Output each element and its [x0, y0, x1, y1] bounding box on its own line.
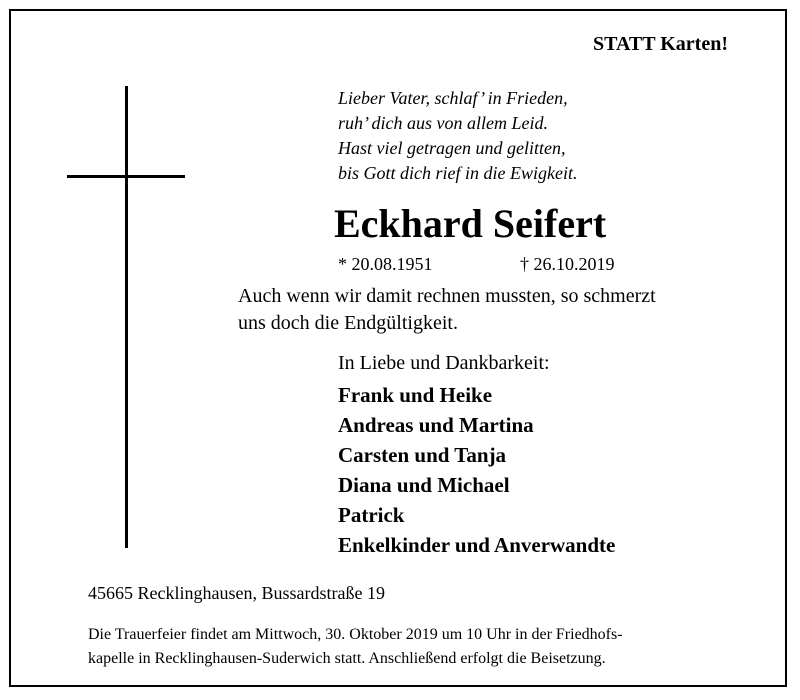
address: 45665 Recklinghausen, Bussardstraße 19 — [88, 583, 385, 603]
poem-line: Lieber Vater, schlaf’ in Frieden, — [338, 88, 568, 108]
intro-line: uns doch die Endgültigkeit. — [238, 312, 458, 334]
mourner-name: Carsten und Tanja — [338, 443, 507, 467]
poem-line: Hast viel getragen und gelitten, — [338, 138, 566, 158]
mourner-name: Enkelkinder und Anverwandte — [338, 533, 616, 557]
funeral-note-line: kapelle in Recklinghausen-Suderwich statt. Anschließend erfolgt die Beisetzung. — [88, 650, 606, 667]
deceased-name: Eckhard Seifert — [334, 201, 607, 246]
cross-vertical-bar — [125, 86, 128, 548]
mourner-name: Frank und Heike — [338, 383, 493, 407]
poem-line: ruh’ dich aus von allem Leid. — [338, 113, 548, 133]
poem-line: bis Gott dich rief in die Ewigkeit. — [338, 163, 578, 183]
mourners-list — [338, 380, 615, 560]
cross-horizontal-bar — [67, 175, 185, 178]
poem — [338, 86, 577, 186]
funeral-note-line: Die Trauerfeier findet am Mittwoch, 30. Oktober 2019 um 10 Uhr in der Friedhofs- — [88, 626, 623, 643]
intro-text — [238, 283, 656, 337]
birth-date: * 20.08.1951 — [338, 254, 433, 274]
funeral-note — [88, 623, 623, 671]
statt-karten-heading: STATT Karten! — [592, 33, 728, 55]
death-date: † 26.10.2019 — [520, 254, 615, 274]
mourners-heading: In Liebe und Dankbarkeit: — [338, 352, 550, 374]
mourner-name: Patrick — [338, 503, 405, 527]
mourner-name: Andreas und Martina — [338, 413, 534, 437]
mourner-name: Diana und Michael — [338, 473, 510, 497]
intro-line: Auch wenn wir damit rechnen mussten, so schmerzt — [238, 285, 656, 307]
